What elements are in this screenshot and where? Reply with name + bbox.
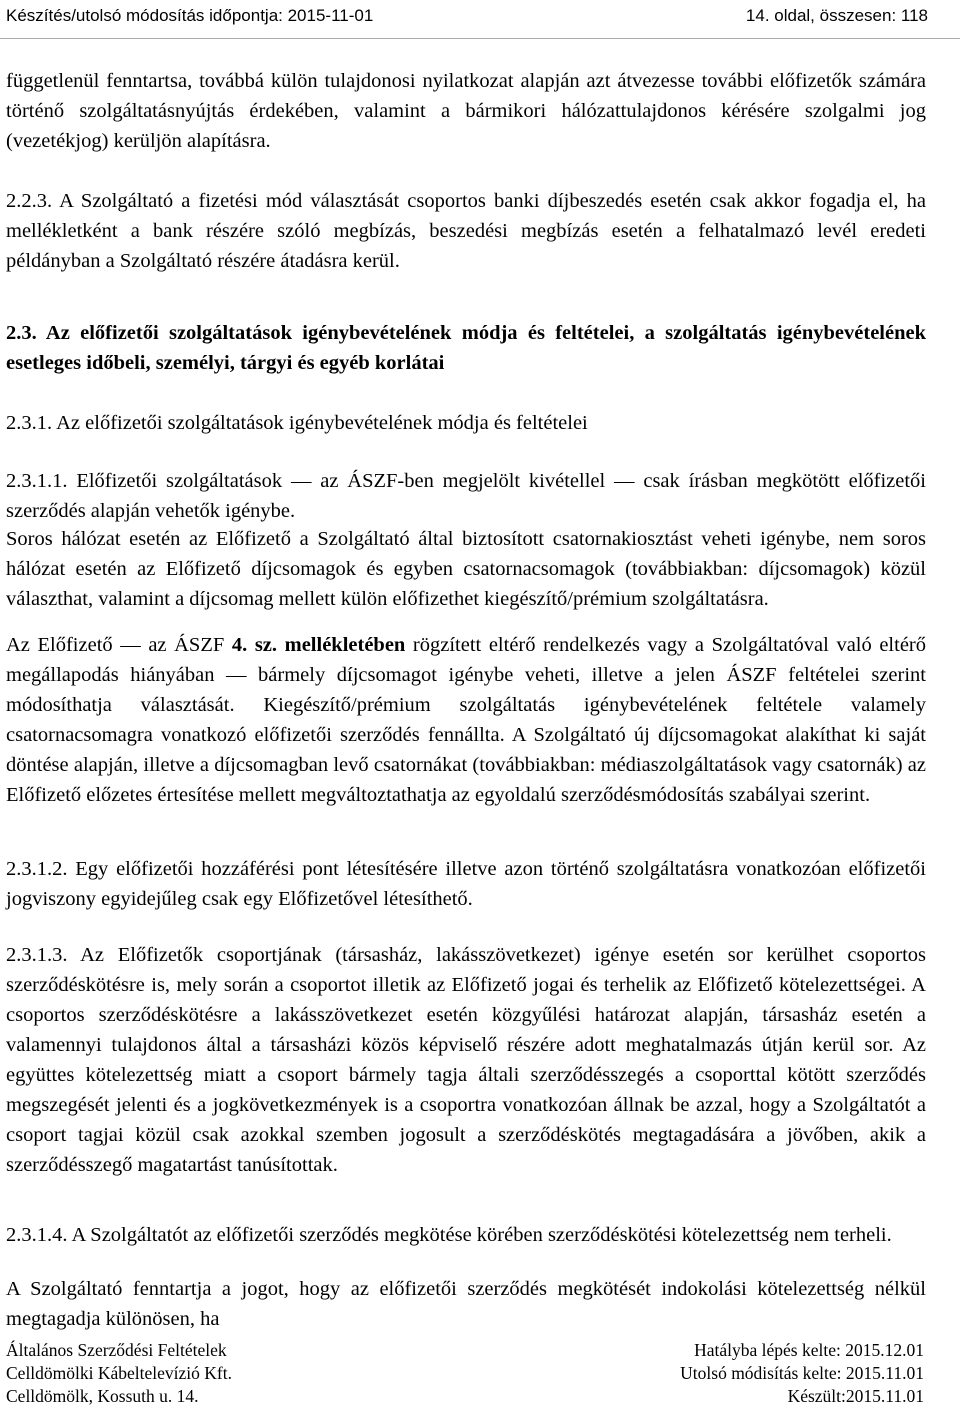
footer-right <box>680 1339 924 1408</box>
header-modified-date: Készítés/utolsó módosítás időpontja: 2015-11-01 <box>6 6 374 25</box>
footer-company: Celldömölki Kábeltelevízió Kft. <box>6 1363 232 1383</box>
subsection-heading-2-3-1: 2.3.1. Az előfizetői szolgáltatások igénybevételének módja és feltételei <box>6 412 588 434</box>
paragraph-2-3-1-2: 2.3.1.2. Egy előfizetői hozzáférési pont létesítésére illetve azon történő szolgáltatásra vonatkozóan előfizetői jogviszony egyidejűleg csak egy Előfizetővel létesíthető. <box>6 858 926 910</box>
paragraph-soros-halozat: Soros hálózat esetén az Előfizető a Szolgáltató által biztosított csatornakiosztást veheti igénybe, nem soros hálózat esetén az Előfizető díjcsomagok és egyben csatornacsomagok (továbbiakban: díjcsomagok) közül választhat, valamint a díjcsomag mellett külön előfizethet kiegészítő/prémium szolgáltatásra. <box>6 528 926 610</box>
footer-left <box>6 1339 232 1408</box>
section-heading-2-3: 2.3. Az előfizetői szolgáltatások igénybevételének módja és feltételei, a szolgáltatás igénybevételének esetleges időbeli, személyi, tárgyi és egyéb korlátai <box>6 322 926 374</box>
footer-effective-date: Hatályba lépés kelte: 2015.12.01 <box>694 1340 924 1360</box>
header-page-number: 14. oldal, összesen: 118 <box>745 6 928 25</box>
az-elofizeto-rest: rögzített eltérő rendelkezés vagy a Szolgáltatóval való eltérő megállapodás hiányában ― bármely díjcsomagot igénybe veheti, illetve a jelen ÁSZF feltételei szerint módosíthatja választását. Kiegészítő/prémium szolgáltatás igénybevételének feltétele valamely csatornacsomagra vonatkozó előfizetői szerződés fennállta. A Szolgáltató új díjcsomagokat alakíthat ki saját döntése alapján, illetve a díjcsomagban levő csatornákat (továbbiakban: médiaszolgáltatások vagy csatornák) az Előfizető előzetes értesítése mellett megváltoztathatja az egyoldalú szerződésmódosítás szabályai szerint. <box>6 634 927 806</box>
paragraph-az-elofizeto <box>6 630 926 810</box>
page-footer <box>6 1339 924 1408</box>
mellekletben-reference: 4. sz. mellékletében <box>231 634 406 656</box>
paragraph-2-3-1-1: 2.3.1.1. Előfizetői szolgáltatások ― az ÁSZF-ben megjelölt kivétellel ― csak írásban megkötött előfizetői szerződés alapján vehetők igénybe. <box>6 470 926 522</box>
footer-created-date: Készült:2015.11.01 <box>787 1386 924 1406</box>
header-divider <box>0 38 960 39</box>
footer-address: Celldömölk, Kossuth u. 14. <box>6 1386 199 1406</box>
paragraph-fenntartja: A Szolgáltató fenntartja a jogot, hogy az előfizetői szerződés megkötését indokolási kötelezettség nélkül megtagadja különösen, ha <box>6 1278 926 1330</box>
page-header <box>6 4 942 28</box>
paragraph-2-2-3: 2.2.3. A Szolgáltató a fizetési mód választását csoportos banki díjbeszedés esetén csak akkor fogadja el, ha mellékletként a bank részére szóló megbízás, beszedési megbízás esetén a felhatalmazó levél eredeti példányban a Szolgáltató részére átadásra kerül. <box>6 190 926 272</box>
footer-document-title: Általános Szerződési Feltételek <box>6 1340 227 1360</box>
paragraph-continuation: függetlenül fenntartsa, továbbá külön tulajdonosi nyilatkozat alapján azt átvezesse további előfizetők számára történő szolgáltatásnyújtás érdekében, valamint a bármikori hálózattulajdonos kérésére szolgalmi jog (vezetékjog) kerüljön alapításra. <box>6 70 926 152</box>
paragraph-2-3-1-4: 2.3.1.4. A Szolgáltatót az előfizetői szerződés megkötése körében szerződéskötési kötelezettség nem terheli. <box>6 1224 892 1246</box>
az-elofizeto-intro: Az Előfizető ― az ÁSZF <box>6 634 232 656</box>
paragraph-2-3-1-3: 2.3.1.3. Az Előfizetők csoportjának (társasház, lakásszövetkezet) igénye esetén sor kerülhet csoportos szerződéskötésre is, mely során a csoportot illetik az Előfizető jogai és terhelik az Előfizető kötelezettségei. A csoportos szerződéskötésre a lakásszövetkezet esetén közgyűlési határozat alapján, társasház esetén a valamennyi tulajdonos által a társasházi közös képviselő részére adott meghatalmazás útján kerül sor. Az együttes kötelezettség miatt a csoport bármely tagja általi szerződésszegés a csoporttal kötött szerződés megszegését jelenti és a jogkövetkezmények is a csoportra vonatkozóan állnak be azzal, hogy a Szolgáltatót a csoport tagjai közül csak azokkal szemben jogosult a szerződéskötés megtagadására a jövőben, akik a szerződésszegő magatartást tanúsítottak. <box>6 944 926 1176</box>
footer-modified-date: Utolsó módisítás kelte: 2015.11.01 <box>680 1363 924 1383</box>
